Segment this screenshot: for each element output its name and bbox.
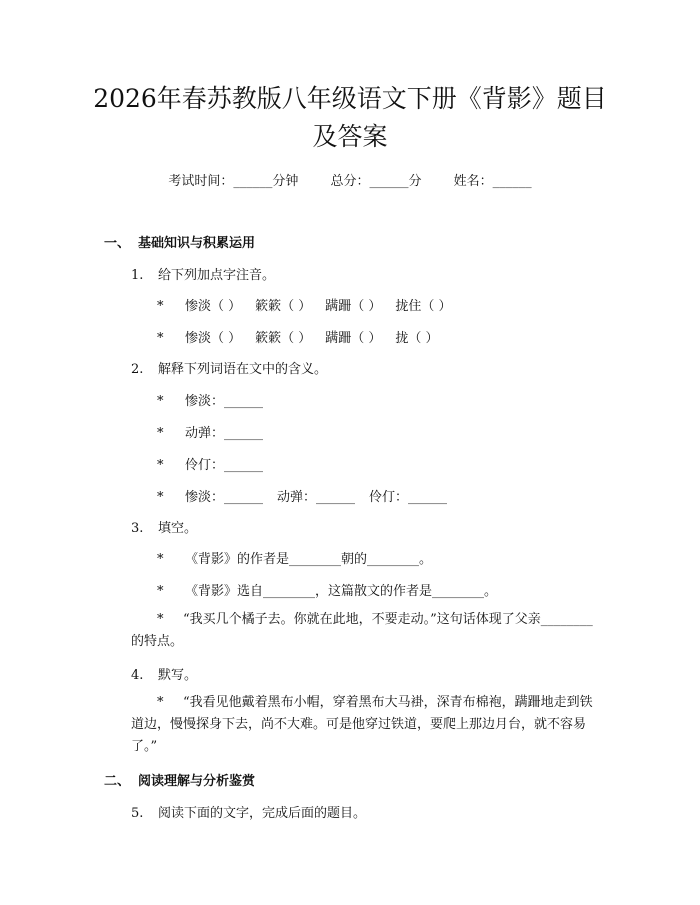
bullet-item <box>157 390 263 409</box>
definition-blank: 动弹：______ <box>185 426 264 441</box>
question-text: 填空。 <box>158 521 198 536</box>
question-text: 默写。 <box>158 668 198 683</box>
definition-blank: 伶仃：______ <box>185 458 264 473</box>
bullet-marker: * <box>157 331 164 346</box>
bullet-item <box>157 327 439 346</box>
definition-blank: 惨淡：______ <box>185 394 264 409</box>
question-4 <box>131 664 197 683</box>
fill-blank-text: 《背影》的作者是________朝的________。 <box>185 552 433 567</box>
pinyin-blank: 拢住（ ） <box>395 299 452 314</box>
bullet-item <box>157 486 447 505</box>
section-number: 一、 <box>104 236 131 251</box>
pinyin-blank: 惨淡（ ） <box>185 299 242 314</box>
pinyin-blank: 惨淡（ ） <box>185 331 242 346</box>
bullet-marker: * <box>157 552 164 567</box>
bullet-marker: * <box>157 695 164 710</box>
question-number: 4. <box>131 668 144 683</box>
document-title: 2026年春苏教版八年级语文下册《背影》题目及答案 <box>93 84 607 151</box>
bullet-item <box>157 454 263 473</box>
section-heading-1 <box>104 232 255 251</box>
section-title: 基础知识与积累运用 <box>138 236 256 251</box>
section-title: 阅读理解与分析鉴赏 <box>138 774 256 789</box>
fill-blank-text: “我买几个橘子去。你就在此地，不要走动。”这句话体现了父亲________的特点。 <box>131 612 593 649</box>
question-5 <box>131 802 366 821</box>
exam-time-field: 考试时间：______分钟 <box>168 174 299 189</box>
bullet-paragraph <box>131 692 601 758</box>
question-2 <box>131 358 327 377</box>
question-text: 解释下列词语在文中的含义。 <box>158 362 328 377</box>
pinyin-blank: 蹒跚（ ） <box>325 331 382 346</box>
total-score-field: 总分：______分 <box>330 174 422 189</box>
bullet-marker: * <box>157 394 164 409</box>
question-text: 阅读下面的文字，完成后面的题目。 <box>158 806 367 821</box>
exam-meta <box>0 170 700 189</box>
definition-blank: 动弹：______ <box>277 490 356 505</box>
question-1 <box>131 264 275 283</box>
pinyin-blank: 簌簌（ ） <box>255 331 312 346</box>
definition-blank: 惨淡：______ <box>185 490 264 505</box>
question-number: 2. <box>131 362 144 377</box>
bullet-marker: * <box>157 612 164 627</box>
bullet-item <box>157 422 263 441</box>
question-number: 1. <box>131 268 144 283</box>
bullet-marker: * <box>157 299 164 314</box>
pinyin-blank: 簌簌（ ） <box>255 299 312 314</box>
section-number: 二、 <box>104 774 131 789</box>
bullet-marker: * <box>157 458 164 473</box>
bullet-marker: * <box>157 490 164 505</box>
bullet-paragraph <box>131 609 601 653</box>
student-name-field: 姓名：______ <box>453 174 532 189</box>
fill-blank-text: 《背影》选自________，这篇散文的作者是________。 <box>185 584 498 599</box>
bullet-item <box>157 548 432 567</box>
question-text: 给下列加点字注音。 <box>158 268 276 283</box>
bullet-marker: * <box>157 426 164 441</box>
question-number: 3. <box>131 521 144 536</box>
pinyin-blank: 蹒跚（ ） <box>325 299 382 314</box>
bullet-item <box>157 295 452 314</box>
question-number: 5. <box>131 806 144 821</box>
question-3 <box>131 517 197 536</box>
bullet-marker: * <box>157 584 164 599</box>
pinyin-blank: 拢（ ） <box>395 331 439 346</box>
bullet-item <box>157 580 497 599</box>
dictation-text: “我看见他戴着黑布小帽，穿着黑布大马褂，深青布棉袍，蹒跚地走到铁道边，慢慢探身下去，尚不大难。可是他穿过铁道，要爬上那边月台，就不容易了。” <box>131 695 593 754</box>
section-heading-2 <box>104 770 255 789</box>
definition-blank: 伶仃：______ <box>369 490 448 505</box>
